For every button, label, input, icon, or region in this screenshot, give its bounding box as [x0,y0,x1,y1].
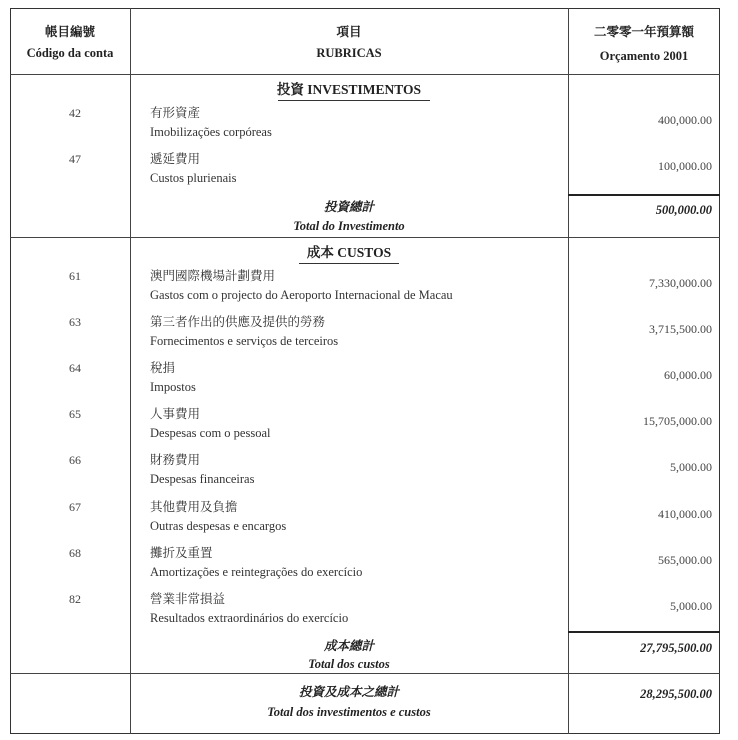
budget-amount: 5,000.00 [670,598,712,613]
account-code: 67 [69,499,81,514]
item-name-pt: Impostos [150,380,196,395]
investments-divider [10,237,720,238]
item-name-zh: 攤折及重置 [150,545,213,560]
investments-total-label-zh: 投資總計 [323,200,374,214]
account-code: 47 [69,152,81,166]
item-name-pt: Gastos com o projecto do Aeroporto Internacional de Macau [150,288,453,302]
budget-header-zh: 二零零一年預算額 [593,25,694,39]
items-header-pt: RUBRICAS [316,46,382,60]
item-name-zh: 第三者作出的供應及提供的勞務 [150,315,326,330]
account-code: 66 [69,453,81,468]
header-divider [10,74,720,75]
item-name-zh: 澳門國際機場計劃費用 [150,269,276,283]
budget-amount: 565,000.00 [658,552,712,567]
budget-amount: 60,000.00 [664,368,712,383]
account-code: 65 [69,407,81,422]
costs-divider [10,673,720,674]
item-name-pt: Outras despesas e encargos [150,518,287,533]
code-header-zh: 帳目編號 [44,25,95,39]
item-name-zh: 其他費用及負擔 [150,499,238,514]
item-name-pt: Custos plurienais [150,171,237,185]
account-code: 42 [69,106,81,120]
item-name-pt: Despesas financeiras [150,472,255,487]
item-name-pt: Fornecimentos e serviços de terceiros [150,334,339,349]
code-header-pt: Código da conta [26,46,114,60]
item-name-zh: 財務費用 [150,453,201,468]
investments-total-rule [568,194,720,196]
costs-section-title: 成本 CUSTOS [306,245,392,260]
column-divider-code [130,8,131,734]
budget-amount: 5,000.00 [670,460,712,475]
item-name-pt: Resultados extraordinários do exercício [150,610,349,625]
account-code: 63 [69,315,81,330]
costs-title-underline [299,263,399,264]
account-code: 61 [69,269,81,283]
budget-amount: 3,715,500.00 [649,322,712,337]
investments-section-title: 投資 INVESTIMENTOS [276,82,422,97]
budget-amount: 100,000.00 [658,159,712,173]
items-header-zh: 項目 [336,25,362,39]
account-code: 64 [69,361,81,376]
item-name-pt: Despesas com o pessoal [150,426,271,441]
column-divider-amount [568,8,569,734]
costs-total-rule [568,631,720,633]
budget-amount: 7,330,000.00 [649,276,712,290]
budget-header-pt: Orçamento 2001 [599,49,689,63]
budget-amount: 400,000.00 [658,113,712,127]
investments-total-amount: 500,000.00 [655,203,712,217]
costs-total-amount: 27,795,500.00 [640,641,712,655]
item-name-zh: 遞延費用 [150,152,201,166]
grand-total-amount: 28,295,500.00 [640,687,712,701]
item-name-zh: 稅捐 [150,361,176,376]
item-name-pt: Imobilizações corpóreas [150,125,272,139]
item-name-zh: 人事費用 [150,407,201,422]
investments-title-underline [278,100,430,101]
item-name-zh: 營業非常損益 [150,591,226,606]
item-name-pt: Amortizações e reintegrações do exercício [150,564,363,579]
item-name-zh: 有形資產 [150,106,201,120]
account-code: 68 [69,545,81,560]
account-code: 82 [69,591,81,606]
grand-total-label-zh: 投資及成本之總計 [298,685,399,699]
budget-amount: 410,000.00 [658,506,712,521]
costs-total-label-zh: 成本總計 [323,639,374,653]
budget-amount: 15,705,000.00 [643,414,712,429]
grand-total-label-pt: Total dos investimentos e custos [267,705,431,719]
investments-total-label-pt: Total do Investimento [293,219,405,233]
costs-total-label-pt: Total dos custos [308,657,390,671]
